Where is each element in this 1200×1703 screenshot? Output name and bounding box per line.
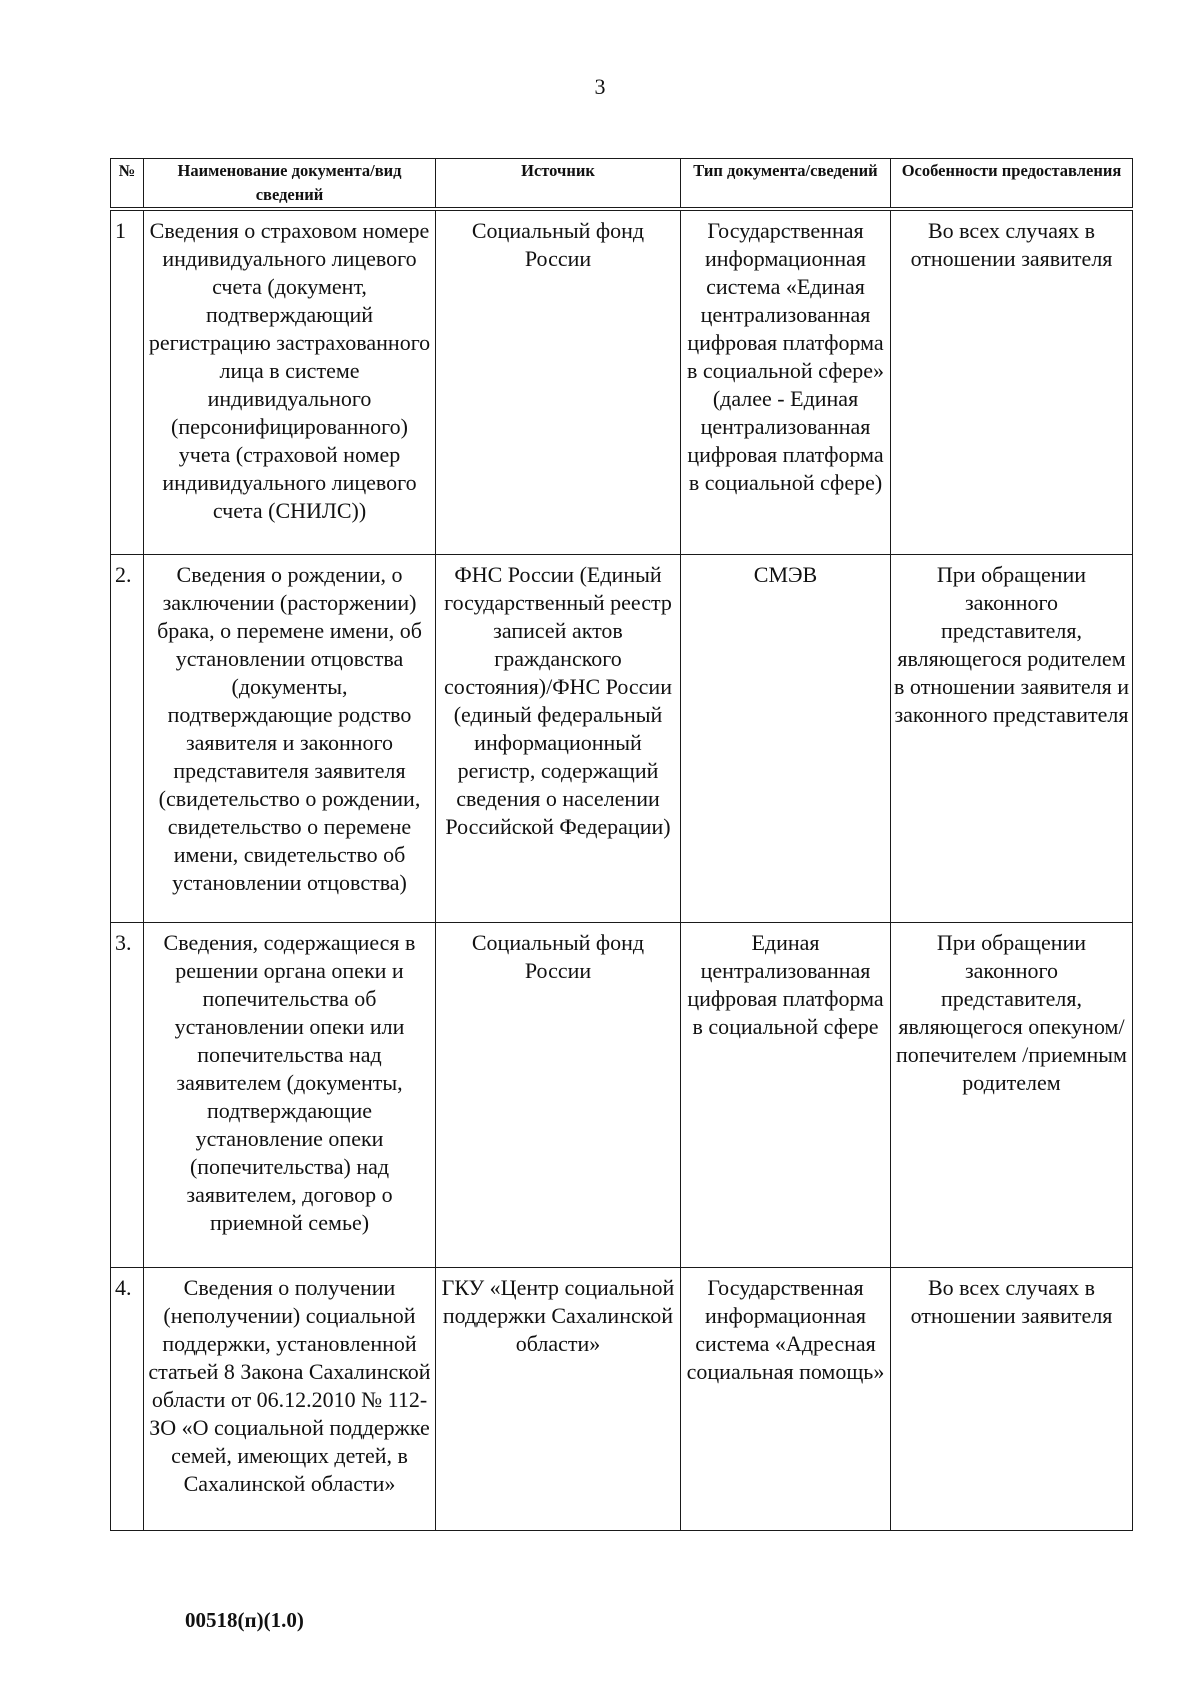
row-number: 4. — [111, 1268, 144, 1531]
row-source: Социальный фонд России — [436, 923, 681, 1268]
table-row — [111, 923, 1133, 1268]
document-code: 00518(п)(1.0) — [185, 1608, 304, 1632]
header-row — [111, 159, 1133, 210]
table-row — [111, 209, 1133, 555]
row-type: Единая централизованная цифровая платформа в социальной сфере — [681, 923, 891, 1268]
row-number: 3. — [111, 923, 144, 1268]
row-name: Сведения о получении (неполучении) социальной поддержки, установленной статьей 8 Закона Сахалинской области от 06.12.2010 № 112-ЗО «О социальной поддержке семей, имеющих детей, в Сахалинской области» — [144, 1268, 436, 1531]
row-features: Во всех случаях в отношении заявителя — [891, 1268, 1133, 1531]
header-name: Наименование документа/вид сведений — [144, 159, 436, 210]
header-type: Тип документа/сведений — [681, 159, 891, 210]
row-features: При обращении законного представителя, являющегося опекуном/попечителем /приемным родителем — [891, 923, 1133, 1268]
row-type: Государственная информационная система «Адресная социальная помощь» — [681, 1268, 891, 1531]
row-source: Социальный фонд России — [436, 209, 681, 555]
row-features: Во всех случаях в отношении заявителя — [891, 209, 1133, 555]
header-features: Особенности предоставления — [891, 159, 1133, 210]
row-name: Сведения, содержащиеся в решении органа опеки и попечительства об установлении опеки или попечительства над заявителем (документы, подтверждающие установление опеки (попечительства) над заявителем, договор о приемной семье) — [144, 923, 436, 1268]
row-source: ФНС России (Единый государственный реестр записей актов гражданского состояния)/ФНС России (единый федеральный информационный регистр, содержащий сведения о населении Российской Федерации) — [436, 555, 681, 923]
row-type: Государственная информационная система «Единая централизованная цифровая платформа в социальной сфере» (далее - Единая централизованная цифровая платформа в социальной сфере) — [681, 209, 891, 555]
row-name: Сведения о страховом номере индивидуального лицевого счета (документ, подтверждающий регистрацию застрахованного лица в системе индивидуального (персонифицированного) учета (страховой номер индивидуального лицевого счета (СНИЛС)) — [144, 209, 436, 555]
row-number: 2. — [111, 555, 144, 923]
header-source: Источник — [436, 159, 681, 210]
table-body — [111, 209, 1133, 1531]
table-row — [111, 1268, 1133, 1531]
table-header — [111, 159, 1133, 210]
documents-table — [110, 158, 1133, 1531]
page-number: 3 — [594, 74, 606, 99]
row-name: Сведения о рождении, о заключении (расторжении) брака, о перемене имени, об установлении отцовства (документы, подтверждающие родство заявителя и законного представителя заявителя (свидетельство о рождении, свидетельство о перемене имени, свидетельство об установлении отцовства) — [144, 555, 436, 923]
table-row — [111, 555, 1133, 923]
header-num: № — [111, 159, 144, 210]
row-features: При обращении законного представителя, являющегося родителем в отношении заявителя и законного представителя — [891, 555, 1133, 923]
row-number: 1 — [111, 209, 144, 555]
row-type: СМЭВ — [681, 555, 891, 923]
row-source: ГКУ «Центр социальной поддержки Сахалинской области» — [436, 1268, 681, 1531]
